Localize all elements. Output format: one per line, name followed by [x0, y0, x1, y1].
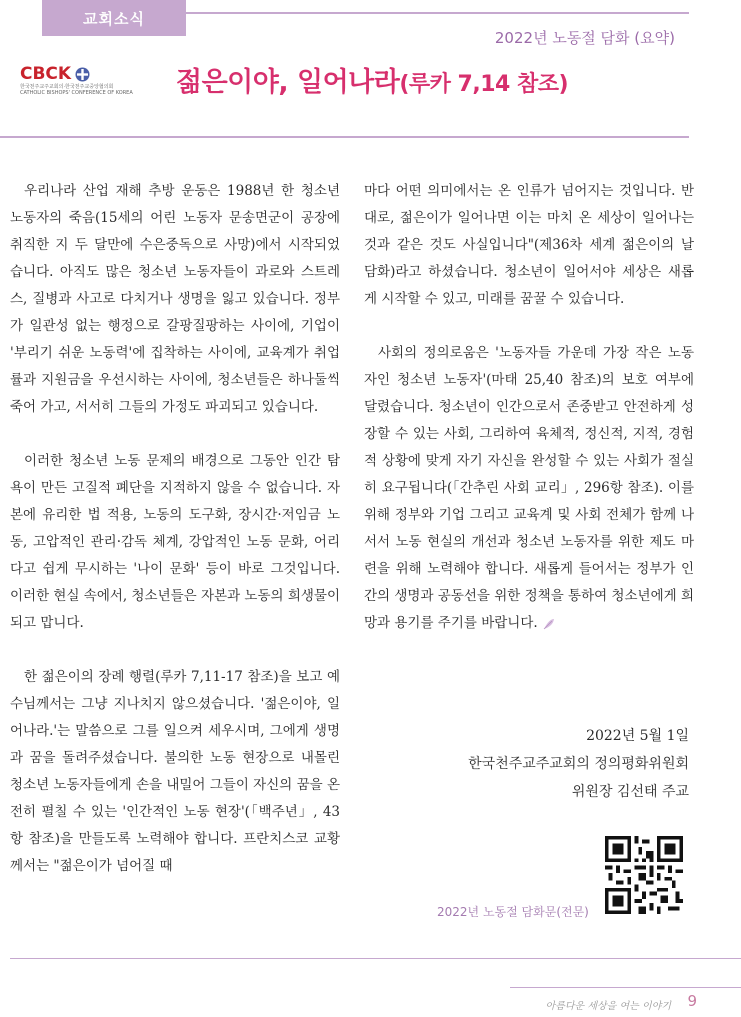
logo-line-2: CATHOLIC BISHOPS' CONFERENCE OF KOREA	[20, 90, 133, 96]
bottom-divider	[10, 958, 741, 959]
footer-divider	[510, 987, 741, 988]
header-subtitle: 2022년 노동절 담화 (요약)	[494, 29, 675, 47]
signature-block	[468, 722, 689, 806]
left-column	[10, 178, 340, 907]
title-reference: (루카 7,14 참조)	[399, 72, 569, 97]
body-paragraph	[364, 340, 694, 637]
right-column	[364, 178, 694, 664]
body-paragraph-text: 사회의 정의로움은 '노동자들 가운데 가장 작은 노동자인 청소년 노동자'(마태 25,40 참조)의 보호 여부에 달렸습니다. 청소년이 인간으로서 존중받고 안전하게 성장할 수 있는 사회, 그리하여 육체적, 정신적, 지적, 경험적 상황에 맞게 자기 자신을 완성할 수 있는 사회가 절실히 요구됩니다(「간추린 사회 교리」, 296항 참조). 이를 위해 정부와 기업 그리고 교육계 및 사회 전체가 함께 나서서 노동 현실의 개선과 청소년 노동자를 위한 제도 마련을 위해 노력해야 합니다. 새롭게 들어서는 정부가 인간의 생명과 공동선을 위한 정책을 통하여 청소년에게 희망과 용기를 주기를 바랍니다.	[364, 345, 694, 631]
header-divider	[0, 136, 689, 138]
signature-date: 2022년 5월 1일	[586, 728, 689, 744]
section-tab: 교회소식	[42, 0, 186, 36]
signature-organization: 한국천주교주교회의 정의평화위원회	[468, 756, 689, 772]
top-divider	[186, 12, 689, 14]
qr-caption: 2022년 노동절 담화문(전문)	[437, 905, 589, 919]
footer-magazine-name: 아름다운 세상을 여는 이야기	[545, 1001, 671, 1012]
leaf-icon	[542, 617, 556, 631]
body-paragraph-continuation: 마다 어떤 의미에서는 온 인류가 넘어지는 것입니다. 반대로, 젊은이가 일어나면 이는 마치 온 세상이 일어나는 것과 같은 것도 사실입니다"(제36차 세계 젊은이의 날 담화)라고 하셨습니다. 청소년이 일어서야 세상은 새롭게 시작할 수 있고, 미래를 꿈꿀 수 있습니다.	[364, 183, 694, 307]
page-title	[176, 60, 568, 99]
cbck-logo	[20, 64, 160, 104]
title-main: 젊은이야, 일어나라	[176, 67, 400, 98]
body-paragraph: 한 젊은이의 장례 행렬(루카 7,11-17 참조)을 보고 예수님께서는 그냥 지나치지 않으셨습니다. '젊은이야, 일어나라.'는 말씀으로 그를 일으켜 세우시며, 그에게 생명과 꿈을 돌려주셨습니다. 불의한 노동 현장으로 내몰린 청소년 노동자들에게 손을 내밀어 그들이 자신의 꿈을 온전히 펼칠 수 있는 '인간적인 노동 현장'(「백주년」, 43항 참조)을 만들도록 노력해야 합니다. 프란치스코 교황께서는 "젊은이가 넘어질 때	[10, 669, 340, 874]
signature-person: 위원장 김선태 주교	[571, 784, 689, 800]
logo-line-1: 한국천주교주교회의·한국천주교중앙협의회	[20, 84, 114, 90]
body-paragraph: 우리나라 산업 재해 추방 운동은 1988년 한 청소년 노동자의 죽음(15세의 어린 노동자 문송면군이 공장에 취직한 지 두 달만에 수은중독으로 사망)에서 시작되었습니다. 아직도 많은 청소년 노동자들이 과로와 스트레스, 질병과 사고로 다치거나 생명을 잃고 있습니다. 정부가 일관성 없는 행정으로 갈팡질팡하는 사이에, 기업이 '부리기 쉬운 노동력'에 집착하는 사이에, 교육계가 취업률과 지원금을 우선시하는 사이에, 청소년들은 하나둘씩 죽어 가고, 서서히 그들의 가정도 파괴되고 있습니다.	[10, 183, 340, 415]
cross-icon	[75, 67, 90, 82]
qr-code[interactable]	[605, 836, 683, 914]
page-number: 9	[687, 992, 697, 1010]
body-paragraph: 이러한 청소년 노동 문제의 배경으로 그동안 인간 탐욕이 만든 고질적 폐단을 지적하지 않을 수 없습니다. 자본에 유리한 법 적용, 노동의 도구화, 장시간·저임금 노동, 고압적인 관리·감독 체계, 강압적인 노동 문화, 어리다고 쉽게 무시하는 '나이 문화' 등이 바로 그것입니다. 이러한 현실 속에서, 청소년들은 자본과 노동의 희생물이 되고 맙니다.	[10, 453, 340, 631]
logo-mark-text: CBCK	[20, 64, 72, 84]
